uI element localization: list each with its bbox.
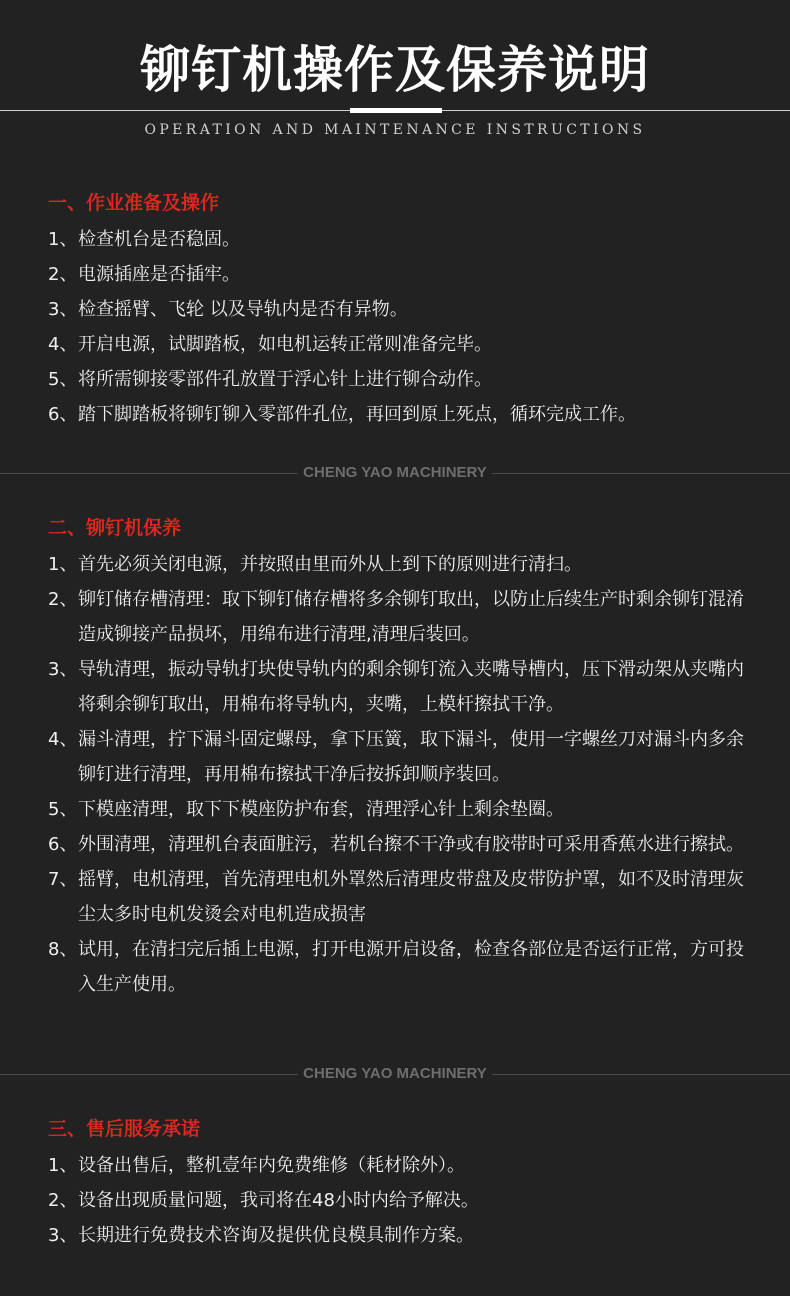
- list-item: [48, 362, 748, 397]
- page-header: [0, 0, 790, 150]
- item-text: 外围清理，清理机台表面脏污，若机台擦不干净或有胶带时可采用香蕉水进行擦拭。: [78, 834, 744, 855]
- list-item: [48, 932, 748, 1002]
- item-text: 设备出售后，整机壹年内免费维修（耗材除外）。: [78, 1155, 465, 1176]
- item-number: 1、: [48, 1155, 78, 1176]
- page-subtitle: OPERATION AND MAINTENANCE INSTRUCTIONS: [144, 122, 646, 138]
- item-text: 踏下脚踏板将铆钉铆入零部件孔位，再回到原上死点，循环完成工作。: [78, 404, 636, 425]
- section-title: 二、铆钉机保养: [48, 517, 182, 539]
- list-item: [48, 862, 748, 932]
- item-number: 6、: [48, 834, 78, 855]
- divider-line: [0, 1074, 298, 1075]
- item-number: 4、: [48, 334, 78, 355]
- item-number: 2、: [48, 589, 78, 610]
- list-item: [48, 547, 748, 582]
- brand-divider: [0, 1064, 790, 1084]
- list-item: [48, 582, 748, 652]
- item-number: 8、: [48, 939, 78, 960]
- divider-line: [492, 1074, 790, 1075]
- item-text: 长期进行免费技术咨询及提供优良模具制作方案。: [78, 1225, 474, 1246]
- item-text: 设备出现质量问题，我司将在48小时内给予解决。: [78, 1190, 479, 1211]
- section-after-sales: [48, 1114, 748, 1253]
- list-item: [48, 327, 748, 362]
- item-text: 铆钉储存槽清理：取下铆钉储存槽将多余铆钉取出，以防止后续生产时剩余铆钉混淆造成铆接产品损坏，用绵布进行清理,清理后装回。: [78, 589, 744, 645]
- item-text: 检查摇臂、飞轮 以及导轨内是否有异物。: [78, 299, 408, 320]
- item-text: 将所需铆接零部件孔放置于浮心针上进行铆合动作。: [78, 369, 492, 390]
- item-text: 电源插座是否插牢。: [78, 264, 240, 285]
- list-item: [48, 1218, 748, 1253]
- item-number: 4、: [48, 729, 78, 750]
- list-item: [48, 222, 748, 257]
- section-title: 一、作业准备及操作: [48, 192, 220, 214]
- list-item: [48, 722, 748, 792]
- item-text: 开启电源，试脚踏板，如电机运转正常则准备完毕。: [78, 334, 492, 355]
- divider-line: [0, 473, 298, 474]
- section-maintenance: [48, 513, 748, 1002]
- header-accent-bar: [350, 108, 442, 113]
- item-text: 导轨清理，振动导轨打块使导轨内的剩余铆钉流入夹嘴导槽内，压下滑动架从夹嘴内将剩余铆钉取出，用棉布将导轨内，夹嘴，上模杆擦拭干净。: [78, 659, 744, 715]
- item-text: 摇臂，电机清理，首先清理电机外罩然后清理皮带盘及皮带防护罩，如不及时清理灰尘太多时电机发烫会对电机造成损害: [78, 869, 744, 925]
- item-number: 3、: [48, 299, 78, 320]
- list-item: [48, 1148, 748, 1183]
- item-number: 6、: [48, 404, 78, 425]
- section-preparation: [48, 188, 748, 432]
- item-text: 下模座清理，取下下模座防护布套，清理浮心针上剩余垫圈。: [78, 799, 564, 820]
- list-item: [48, 397, 748, 432]
- item-number: 5、: [48, 369, 78, 390]
- list-item: [48, 1183, 748, 1218]
- brand-divider: [0, 463, 790, 483]
- item-number: 3、: [48, 1225, 78, 1246]
- divider-brand-text: CHENG YAO MACHINERY: [303, 1065, 487, 1082]
- item-number: 3、: [48, 659, 78, 680]
- divider-brand-text: CHENG YAO MACHINERY: [303, 464, 487, 481]
- item-number: 2、: [48, 264, 78, 285]
- list-item: [48, 827, 748, 862]
- item-number: 5、: [48, 799, 78, 820]
- item-number: 7、: [48, 869, 78, 890]
- item-number: 2、: [48, 1190, 78, 1211]
- item-text: 检查机台是否稳固。: [78, 229, 240, 250]
- list-item: [48, 257, 748, 292]
- list-item: [48, 792, 748, 827]
- item-text: 试用，在清扫完后插上电源，打开电源开启设备，检查各部位是否运行正常，方可投入生产使用。: [78, 939, 744, 995]
- item-number: 1、: [48, 229, 78, 250]
- divider-line: [492, 473, 790, 474]
- item-text: 漏斗清理，拧下漏斗固定螺母，拿下压簧，取下漏斗，使用一字螺丝刀对漏斗内多余铆钉进行清理，再用棉布擦拭干净后按拆卸顺序装回。: [78, 729, 744, 785]
- item-text: 首先必须关闭电源，并按照由里而外从上到下的原则进行清扫。: [78, 554, 582, 575]
- item-number: 1、: [48, 554, 78, 575]
- list-item: [48, 292, 748, 327]
- page-title: 铆钉机操作及保养说明: [140, 40, 650, 99]
- section-title: 三、售后服务承诺: [48, 1118, 201, 1140]
- list-item: [48, 652, 748, 722]
